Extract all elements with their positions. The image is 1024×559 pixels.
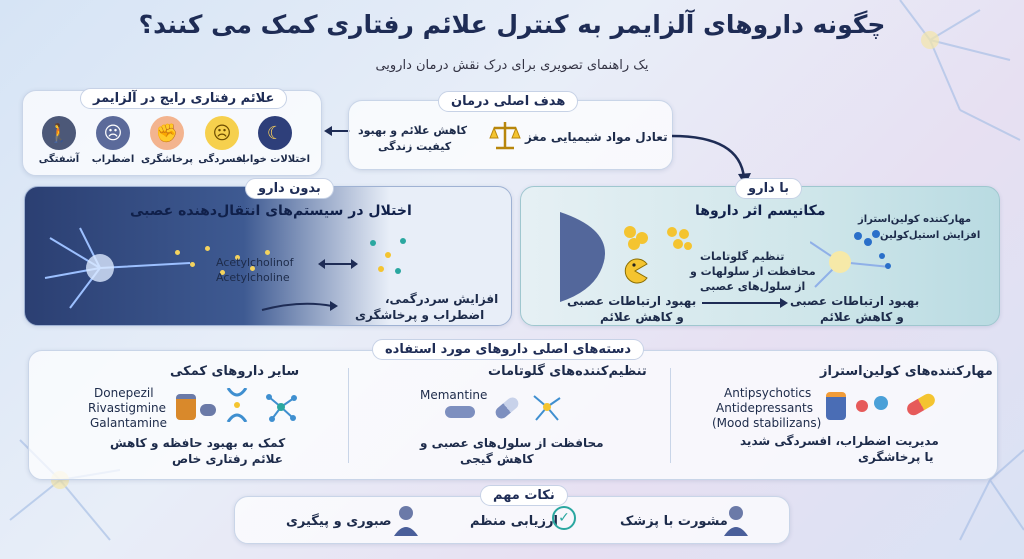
category-divider-1: [348, 368, 349, 463]
tablet-icon-2: [200, 404, 216, 416]
medicine-bottle-icon: [176, 394, 196, 420]
glutamate-line2: محافظت از سلولهات و: [690, 265, 816, 278]
improve-left-line2: و کاهش علائم: [600, 310, 684, 324]
cat-other-desc-line1: کمک به بهبود حافظه و کاهش: [110, 436, 286, 450]
without-drug-effect-line2: اضطراب و پرخاشگری: [355, 308, 485, 322]
categories-heading: دسته‌های اصلی داروهای مورد استفاده: [372, 339, 644, 360]
cat-cholin-desc-line1: مدیریت اضطراب، افسردگی شدید: [740, 434, 939, 448]
cat-glutamate-desc-line1: محافظت از سلول‌های عصبی و: [420, 436, 604, 450]
glutamate-line1: تنظیم گلوتامات: [700, 250, 785, 263]
tip-label-doctor: مشورت با پزشک: [620, 514, 728, 529]
synapse-icon: [222, 388, 252, 422]
pills-icon: [826, 392, 846, 420]
cat-other-drug3: Galantamine: [90, 416, 168, 430]
symptom-label-sleep: اختلالات خواب: [239, 154, 311, 165]
effect-arrow: [260, 296, 340, 316]
cat-cholin-drug1: Antipsychotics: [724, 386, 812, 400]
pacman-enzyme-icon: [622, 258, 648, 284]
cat-other-drug1: Donepezil: [94, 386, 154, 400]
doctor-icon: [722, 504, 750, 536]
goal-result-line2: کیفیت زندگی: [378, 140, 452, 153]
page-title: چگونه داروهای آلزایمر به کنترل علائم رفتاری کمک می کنند؟: [138, 10, 886, 39]
with-drug-flow-arrow: [700, 296, 790, 310]
molecule-label-2: Acetylcholine: [216, 271, 290, 284]
goal-heading: هدف اصلی درمان: [438, 91, 578, 112]
sad-face-icon: ☹: [205, 116, 239, 150]
pill-icon: [445, 406, 475, 418]
page-subtitle: یک راهنمای تصویری برای درک نقش درمان دارویی: [375, 58, 649, 73]
cat-cholin-desc-line2: یا پرخاشگری: [858, 450, 934, 464]
category-divider-2: [670, 368, 671, 463]
improve-right-line1: بهبود ارتباطات عصبی: [790, 294, 920, 308]
double-arrow-icon: [318, 258, 358, 270]
goal-result-line1: کاهش علائم و بهبود: [358, 124, 468, 137]
acetylcholine-molecules-icon: [852, 228, 882, 252]
molecule-network-icon: [264, 392, 298, 422]
check-circle-icon: ✓: [552, 506, 576, 530]
with-drug-heading: با دارو: [735, 178, 802, 199]
synapse-illustration: [560, 212, 670, 302]
anxious-face-icon: ☹: [96, 116, 130, 150]
neuron-icon: [532, 392, 562, 422]
cat-other-title: سایر داروهای کمکی: [170, 364, 300, 379]
capsule-icon: [856, 400, 868, 412]
fist-icon: ✊: [150, 116, 184, 150]
improve-right-line2: و کاهش علائم: [820, 310, 904, 324]
tip-label-patience: صبوری و پیگیری: [286, 514, 392, 529]
cat-glutamate-desc-line2: کاهش گیجی: [460, 452, 534, 466]
tip-label-evaluation: ارزیابی منظم: [470, 514, 558, 529]
without-drug-effect-line1: افزایش سردرگمی،: [385, 292, 499, 306]
cat-glutamate-drug1: Memantine: [420, 388, 488, 402]
balance-scale-icon: [488, 118, 522, 154]
cholin-line2: افزایش استیل‌کولین: [880, 230, 981, 241]
symptoms-heading: علائم رفتاری رایج در آلزایمر: [80, 88, 287, 109]
symptom-label-anxiety: اضطراب: [91, 154, 135, 165]
without-drug-title: اختلال در سیستم‌های انتقال‌دهنده عصبی: [130, 203, 412, 219]
cholin-line1: مهارکننده کولین‌استراز: [858, 214, 972, 225]
molecule-label-1: Acetylcholinof: [216, 256, 294, 269]
moon-stars-icon: ☾: [258, 116, 292, 150]
symptom-label-depression: افسردگی: [198, 154, 246, 165]
cat-other-drug2: Rivastigmine: [88, 401, 167, 415]
with-drug-title: مکانیسم اثر داروها: [695, 203, 826, 219]
tips-heading: نکات مهم: [480, 485, 568, 506]
cat-cholin-title: مهارکننده‌های کولین‌استراز: [820, 364, 993, 379]
improve-left-line1: بهبود ارتباطات عصبی: [567, 294, 697, 308]
glutamate-line3: از سلول‌های عصبی: [700, 280, 806, 293]
without-drug-heading: بدون دارو: [245, 178, 334, 199]
symptom-label-agitation: آشفتگی: [38, 154, 80, 165]
caregiver-icon: [392, 504, 420, 536]
cat-glutamate-title: تنظیم‌کننده‌های گلوتامات: [488, 364, 647, 379]
walking-person-icon: 🚶: [42, 116, 76, 150]
cat-other-desc-line2: علائم رفتاری خاص: [172, 452, 283, 466]
cat-cholin-drug2: Antidepressants: [716, 401, 813, 415]
symptom-label-aggression: پرخاشگری: [141, 154, 193, 165]
cat-cholin-drug3: (Mood stabilizans): [712, 416, 822, 430]
goal-balance-text: تعادل مواد شیمیایی مغز: [525, 130, 668, 144]
neuron-illustration: [40, 218, 200, 318]
molecule-cluster-icon: [664, 224, 694, 254]
tablet-icon: [874, 396, 888, 410]
